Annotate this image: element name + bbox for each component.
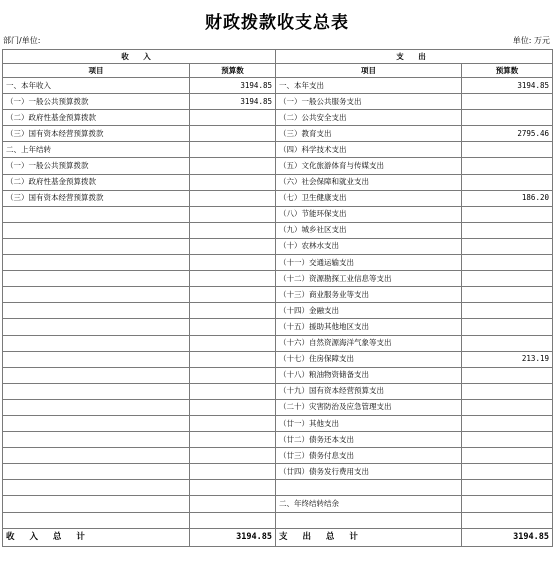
income-item-cell	[3, 255, 190, 271]
table-row	[3, 415, 553, 431]
expense-value-cell	[462, 158, 553, 174]
expense-value-cell: 186.20	[462, 190, 553, 206]
expense-value-cell	[462, 335, 553, 351]
table-row	[3, 78, 553, 94]
income-budget-header: 预算数	[190, 64, 276, 78]
expense-value-cell	[462, 142, 553, 158]
income-item-cell	[3, 271, 190, 287]
expense-total-label: 支 出 总 计	[276, 528, 462, 546]
income-value-cell	[190, 367, 276, 383]
table-row	[3, 351, 553, 367]
table-row	[3, 335, 553, 351]
income-item-cell	[3, 222, 190, 238]
expense-value-cell	[462, 287, 553, 303]
expense-value-cell	[462, 319, 553, 335]
table-row	[3, 303, 553, 319]
expense-item-cell: （十九）国有资本经营预算支出	[276, 383, 462, 399]
income-value-cell	[190, 512, 276, 528]
income-item-cell	[3, 383, 190, 399]
expense-value-cell	[462, 303, 553, 319]
income-value-cell	[190, 255, 276, 271]
income-item-cell	[3, 448, 190, 464]
expense-value-cell	[462, 238, 553, 254]
expense-item-cell: （一）一般公共服务支出	[276, 94, 462, 110]
expense-item-cell: （十六）自然资源海洋气象等支出	[276, 335, 462, 351]
income-value-cell	[190, 271, 276, 287]
income-value-cell	[190, 335, 276, 351]
expense-item-cell: （廿二）债务还本支出	[276, 432, 462, 448]
income-total-value: 3194.85	[190, 528, 276, 546]
income-value-cell	[190, 464, 276, 480]
expense-value-cell	[462, 174, 553, 190]
income-item-cell	[3, 287, 190, 303]
table-row	[3, 287, 553, 303]
expense-value-cell	[462, 415, 553, 431]
income-item-cell	[3, 399, 190, 415]
income-item-header: 项目	[3, 64, 190, 78]
income-value-cell	[190, 480, 276, 496]
income-value-cell	[190, 110, 276, 126]
income-item-cell	[3, 367, 190, 383]
section-header-row	[3, 50, 553, 64]
income-value-cell: 3194.85	[190, 94, 276, 110]
expense-item-cell: （五）文化旅游体育与传媒支出	[276, 158, 462, 174]
income-value-cell	[190, 142, 276, 158]
expense-item-cell: （十二）资源勘探工业信息等支出	[276, 271, 462, 287]
table-row	[3, 126, 553, 142]
expense-total-value: 3194.85	[462, 528, 553, 546]
expense-value-cell	[462, 448, 553, 464]
expense-item-cell: （三）教育支出	[276, 126, 462, 142]
income-item-cell	[3, 206, 190, 222]
expense-value-cell	[462, 110, 553, 126]
income-item-cell: 一、本年收入	[3, 78, 190, 94]
income-item-cell: 二、上年结转	[3, 142, 190, 158]
expense-value-cell	[462, 432, 553, 448]
income-value-cell	[190, 432, 276, 448]
income-section-header: 收 入	[3, 50, 276, 64]
expense-value-cell	[462, 383, 553, 399]
expense-value-cell: 3194.85	[462, 78, 553, 94]
expense-item-cell: （十四）金融支出	[276, 303, 462, 319]
expense-item-cell: （十七）住房保障支出	[276, 351, 462, 367]
income-value-cell	[190, 319, 276, 335]
income-item-cell: （二）政府性基金预算拨款	[3, 174, 190, 190]
expense-item-cell: （十）农林水支出	[276, 238, 462, 254]
income-value-cell	[190, 351, 276, 367]
unit-label: 单位: 万元	[512, 36, 550, 45]
table-row	[3, 238, 553, 254]
table-row	[3, 496, 553, 512]
expense-budget-header: 预算数	[462, 64, 553, 78]
expense-value-cell	[462, 464, 553, 480]
table-row	[3, 480, 553, 496]
expense-item-cell: （廿四）债务发行费用支出	[276, 464, 462, 480]
expense-item-cell: 一、本年支出	[276, 78, 462, 94]
expense-value-cell	[462, 271, 553, 287]
income-item-cell: （三）国有资本经营预算拨款	[3, 190, 190, 206]
table-row	[3, 319, 553, 335]
expense-value-cell: 2795.46	[462, 126, 553, 142]
table-row	[3, 383, 553, 399]
income-item-cell: （一）一般公共预算拨款	[3, 158, 190, 174]
income-value-cell: 3194.85	[190, 78, 276, 94]
income-value-cell	[190, 287, 276, 303]
column-header-row	[3, 64, 553, 78]
income-item-cell	[3, 432, 190, 448]
income-item-cell: （一）一般公共预算拨款	[3, 94, 190, 110]
table-row	[3, 271, 553, 287]
page-title: 财政拨款收支总表	[205, 13, 349, 33]
income-value-cell	[190, 303, 276, 319]
expense-item-cell: （二十）灾害防治及应急管理支出	[276, 399, 462, 415]
income-value-cell	[190, 206, 276, 222]
expense-item-cell: （十一）交通运输支出	[276, 255, 462, 271]
income-value-cell	[190, 126, 276, 142]
expense-value-cell	[462, 496, 553, 512]
table-row	[3, 190, 553, 206]
expense-item-cell: （七）卫生健康支出	[276, 190, 462, 206]
expense-value-cell	[462, 255, 553, 271]
expense-item-cell: 二、年终结转结余	[276, 496, 462, 512]
table-row	[3, 367, 553, 383]
expense-item-cell: （二）公共安全支出	[276, 110, 462, 126]
income-value-cell	[190, 174, 276, 190]
table-row	[3, 206, 553, 222]
table-row	[3, 432, 553, 448]
income-item-cell	[3, 496, 190, 512]
expense-item-cell: （廿一）其他支出	[276, 415, 462, 431]
income-item-cell	[3, 238, 190, 254]
fiscal-summary-table	[2, 49, 553, 547]
expense-value-cell	[462, 94, 553, 110]
income-value-cell	[190, 496, 276, 512]
expense-item-cell: （十五）援助其他地区支出	[276, 319, 462, 335]
income-item-cell	[3, 351, 190, 367]
table-row	[3, 110, 553, 126]
expense-item-cell	[276, 480, 462, 496]
expense-item-cell	[276, 512, 462, 528]
income-item-cell	[3, 335, 190, 351]
expense-value-cell	[462, 367, 553, 383]
table-row	[3, 142, 553, 158]
income-item-cell	[3, 464, 190, 480]
expense-item-cell: （十三）商业服务业等支出	[276, 287, 462, 303]
table-row	[3, 512, 553, 528]
expense-section-header: 支 出	[276, 50, 553, 64]
income-item-cell	[3, 303, 190, 319]
table-row	[3, 174, 553, 190]
expense-value-cell	[462, 399, 553, 415]
income-value-cell	[190, 415, 276, 431]
department-label: 部门/单位:	[3, 36, 41, 45]
income-value-cell	[190, 448, 276, 464]
table-row	[3, 448, 553, 464]
expense-item-cell: （九）城乡社区支出	[276, 222, 462, 238]
table-row	[3, 158, 553, 174]
income-item-cell	[3, 415, 190, 431]
total-row	[3, 528, 553, 546]
income-value-cell	[190, 190, 276, 206]
expense-value-cell	[462, 222, 553, 238]
expense-item-header: 项目	[276, 64, 462, 78]
income-value-cell	[190, 383, 276, 399]
expense-value-cell: 213.19	[462, 351, 553, 367]
expense-item-cell: （四）科学技术支出	[276, 142, 462, 158]
income-value-cell	[190, 238, 276, 254]
table-row	[3, 222, 553, 238]
income-value-cell	[190, 158, 276, 174]
expense-value-cell	[462, 512, 553, 528]
table-row	[3, 399, 553, 415]
income-value-cell	[190, 222, 276, 238]
income-item-cell	[3, 512, 190, 528]
expense-value-cell	[462, 206, 553, 222]
table-row	[3, 464, 553, 480]
income-item-cell	[3, 319, 190, 335]
income-total-label: 收 入 总 计	[3, 528, 190, 546]
income-item-cell: （三）国有资本经营预算拨款	[3, 126, 190, 142]
expense-item-cell: （十八）粮油物资储备支出	[276, 367, 462, 383]
table-row	[3, 94, 553, 110]
table-row	[3, 255, 553, 271]
expense-item-cell: （八）节能环保支出	[276, 206, 462, 222]
income-item-cell	[3, 480, 190, 496]
expense-value-cell	[462, 480, 553, 496]
expense-item-cell: （六）社会保障和就业支出	[276, 174, 462, 190]
income-item-cell: （二）政府性基金预算拨款	[3, 110, 190, 126]
expense-item-cell: （廿三）债务付息支出	[276, 448, 462, 464]
income-value-cell	[190, 399, 276, 415]
